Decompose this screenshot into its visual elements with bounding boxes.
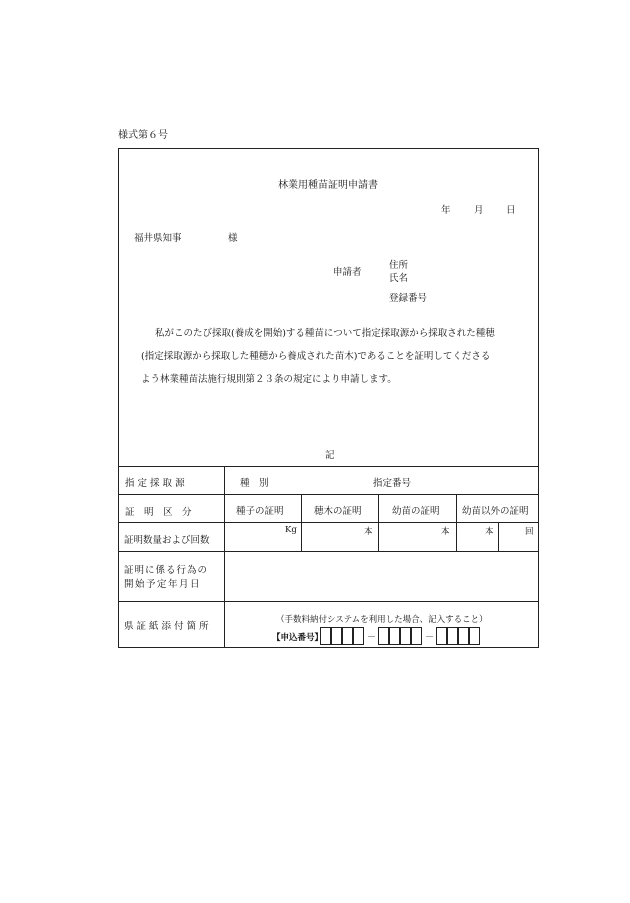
app-number-digit-box[interactable] [320, 627, 331, 645]
cert-scion: 穂木の証明 [314, 506, 362, 517]
table-line [118, 551, 539, 552]
body-line-1: 私がこのたび採取(養成を開始)する種苗について指定採取源から採取された種穂 [155, 328, 495, 339]
app-number-digit-box[interactable] [458, 627, 469, 645]
cert-other: 幼苗以外の証明 [462, 506, 529, 517]
table-line [118, 522, 539, 523]
table-line [378, 494, 379, 551]
application-number-label: 【申込番号】 [272, 633, 324, 643]
app-number-digit-box[interactable] [342, 627, 353, 645]
applicant-label: 申請者 [333, 267, 362, 278]
table-line [118, 494, 539, 495]
applicant-name: 氏名 [389, 273, 409, 284]
form-title: 林業用種苗証明申請書 [278, 180, 378, 191]
form-number: 様式第６号 [118, 130, 168, 141]
app-number-digit-box[interactable] [436, 627, 447, 645]
app-number-dash-2: － [425, 633, 435, 643]
table-line [118, 601, 539, 602]
app-number-dash-1: － [367, 633, 377, 643]
row-label-designated-source: 指 定 採 取 源 [125, 478, 185, 489]
unit-hon-1: 本 [364, 527, 373, 537]
table-line [301, 494, 302, 551]
row-label-start-date-2: 開始予定年月日 [124, 579, 202, 590]
app-number-digit-box[interactable] [447, 627, 458, 645]
unit-kg: Kg [285, 525, 297, 535]
table-line [224, 466, 225, 648]
app-number-digit-box[interactable] [353, 627, 364, 645]
body-line-3: よう林業種苗法施行規則第２３条の規定により申請します。 [141, 374, 397, 385]
ki-label: 記 [325, 450, 335, 461]
date-day: 日 [506, 205, 516, 216]
addressee-honorific: 様 [228, 233, 238, 244]
app-number-digit-box[interactable] [469, 627, 480, 645]
species-label: 種 別 [240, 478, 269, 489]
table-line [456, 494, 457, 551]
unit-kai: 回 [525, 527, 534, 537]
applicant-address: 住所 [389, 260, 409, 271]
cert-seed: 種子の証明 [236, 506, 284, 517]
designation-number-label: 指定番号 [373, 478, 412, 489]
date-month: 月 [474, 205, 484, 216]
row-label-certification-type: 証 明 区 分 [125, 507, 192, 518]
unit-hon-3: 本 [485, 527, 494, 537]
app-number-digit-box[interactable] [389, 627, 400, 645]
payment-system-note: （手数料納付システムを利用した場合、記入すること） [276, 615, 488, 625]
applicant-registration: 登録番号 [389, 293, 428, 304]
row-label-quantity: 証明数量および回数 [124, 535, 210, 546]
unit-hon-2: 本 [441, 527, 450, 537]
cert-seedling: 幼苗の証明 [392, 506, 440, 517]
row-label-stamp-area: 県 証 紙 添 付 箇 所 [124, 621, 209, 632]
app-number-digit-box[interactable] [411, 627, 422, 645]
body-line-2: (指定採取源から採取した種穂から養成された苗木)であることを証明してくださる [141, 351, 491, 362]
app-number-digit-box[interactable] [400, 627, 411, 645]
row-label-start-date-1: 証明に係る行為の [124, 565, 209, 576]
table-line [118, 466, 539, 467]
date-year: 年 [441, 205, 451, 216]
app-number-digit-box[interactable] [331, 627, 342, 645]
app-number-digit-box[interactable] [378, 627, 389, 645]
addressee-name: 福井県知事 [134, 233, 182, 244]
table-line [498, 522, 499, 551]
